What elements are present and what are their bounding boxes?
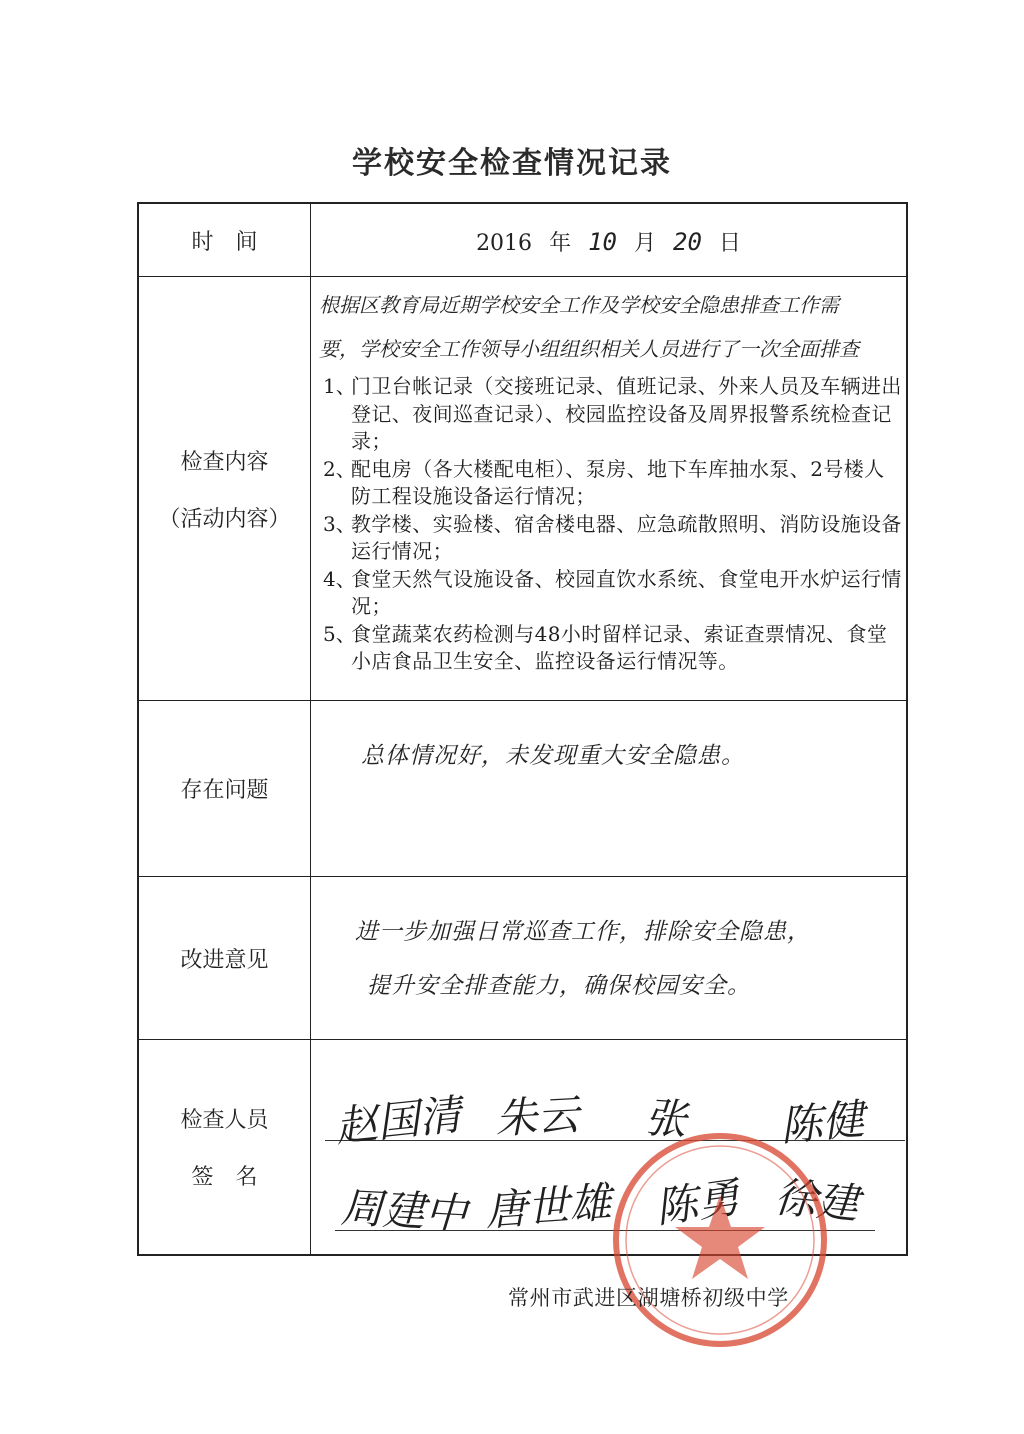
handwritten-signature: 陈健 (778, 1094, 867, 1151)
list-item (323, 566, 903, 621)
date-line (311, 226, 906, 257)
handwritten-signature: 陈勇 (652, 1172, 743, 1233)
problems-row (139, 701, 906, 877)
handwritten-signature: 周建中 (339, 1182, 469, 1239)
list-item-number: 4、 (323, 566, 356, 591)
list-item-text: 教学楼、实验楼、宿舍楼电器、应急疏散照明、消防设施设备运行情况； (351, 511, 902, 563)
inspectors-label: 检查人员 (180, 1108, 269, 1133)
improvements-label-cell (139, 877, 311, 1039)
content-label: 检查内容 (180, 449, 269, 475)
content-sublabel: （活动内容） (158, 506, 291, 532)
date-day: 20 (673, 228, 702, 256)
inspection-items-list (323, 373, 903, 676)
seal-star-icon (675, 1195, 765, 1279)
date-year: 2016 (476, 231, 533, 256)
time-row (139, 204, 906, 277)
content-handwritten-line-1: 根据区教育局近期学校安全工作及学校安全隐患排查工作需 (319, 293, 839, 317)
handwritten-signature: 赵国清 (333, 1089, 464, 1152)
improvements-row (139, 877, 906, 1040)
handwritten-signature: 张 (643, 1092, 689, 1145)
list-item-number: 3、 (323, 511, 356, 536)
list-item (323, 621, 903, 676)
problems-label: 存在问题 (180, 778, 269, 803)
inspectors-label-cell (139, 1040, 311, 1254)
handwritten-signature: 徐建 (772, 1172, 861, 1229)
date-month: 10 (588, 228, 617, 256)
list-item (323, 456, 903, 511)
content-value-cell (311, 277, 906, 700)
date-month-unit: 月 (633, 231, 656, 256)
time-value-cell (311, 204, 906, 276)
improvements-handwritten-line-2: 提升安全排查能力，确保校园安全。 (367, 973, 751, 999)
handwritten-signature: 唐世雄 (483, 1177, 613, 1236)
content-row (139, 277, 906, 701)
list-item-text: 配电房（各大楼配电柜）、泵房、地下车库抽水泵、2号楼人防工程设施设备运行情况； (351, 456, 885, 508)
list-item (323, 373, 903, 456)
handwritten-signature: 朱云 (493, 1089, 581, 1144)
date-year-unit: 年 (549, 231, 572, 256)
improvements-label: 改进意见 (180, 947, 269, 973)
school-name: 常州市武进区湖塘桥初级中学 (508, 1286, 789, 1310)
list-item-text: 食堂天然气设施设备、校园直饮水系统、食堂电开水炉运行情况； (351, 566, 902, 618)
list-item-number: 2、 (323, 456, 356, 481)
date-day-unit: 日 (718, 231, 741, 256)
list-item-text: 食堂蔬菜农药检测与48小时留样记录、索证查票情况、食堂小店食品卫生安全、监控设备运行情况等。 (351, 621, 888, 673)
problems-value-cell (311, 701, 906, 876)
content-handwritten-line-2: 要，学校安全工作领导小组组织相关人员进行了一次全面排查 (319, 337, 859, 361)
official-seal (605, 1125, 835, 1355)
list-item-number: 1、 (323, 374, 356, 398)
inspectors-sublabel: 签 名 (191, 1165, 258, 1190)
list-item-number: 5、 (323, 621, 356, 646)
time-label: 时 间 (191, 229, 258, 255)
page-title: 学校安全检查情况记录 (352, 146, 672, 181)
improvements-handwritten-line-1: 进一步加强日常巡查工作，排除安全隐患， (355, 919, 811, 945)
improvements-value-cell (311, 877, 906, 1039)
list-item-text: 门卫台帐记录（交接班记录、值班记录、外来人员及车辆进出登记、夜间巡查记录）、校园监控设备及周界报警系统检查记录； (351, 374, 902, 453)
content-label-cell (139, 277, 311, 700)
list-item (323, 511, 903, 566)
time-label-cell (139, 204, 311, 276)
problems-handwritten: 总体情况好，未发现重大安全隐患。 (361, 743, 745, 769)
problems-label-cell (139, 701, 311, 876)
inspection-record-table (137, 202, 908, 1256)
